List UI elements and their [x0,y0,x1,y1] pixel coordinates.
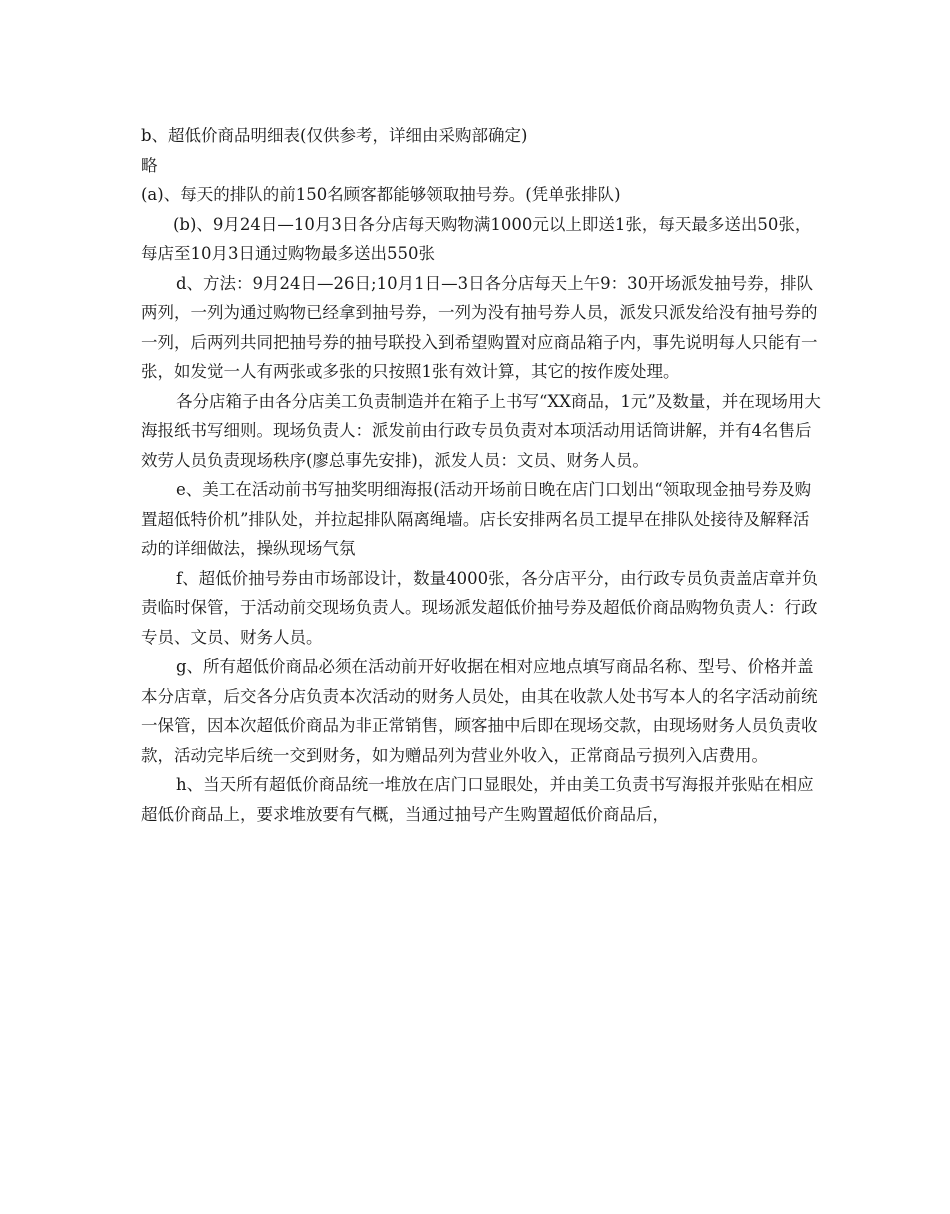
paragraph-b: (b)、9月24日—10月3日各分店每天购物满1000元以上即送1张，每天最多送出50张，每店至10月3日通过购物最多送出550张 [141,214,812,263]
paragraph-omitted: 略 [141,155,158,175]
paragraph-d: d、方法：9月24日—26日;10月1日—3日各分店每天上午9：30开场派发抽号券，排队两列，一列为通过购物已经拿到抽号券，一列为没有抽号券人员，派发只派发给没有抽号券的一列，后两列共同把抽号券的抽号联投入到希望购置对应商品箱子内，事先说明每人只能有一张，如发觉一人有两张或多张的只按照1张有效计算，其它的按作废处理。 [141,273,818,381]
paragraph-h: h、当天所有超低价商品统一堆放在店门口显眼处，并由美工负责书写海报并张贴在相应超低价商品上，要求堆放要有气概，当通过抽号产生购置超低价商品后， [141,775,814,824]
paragraph-b-title: b、超低价商品明细表(仅供参考，详细由采购部确定) [141,126,528,145]
paragraph-e: e、美工在活动前书写抽奖明细海报(活动开场前日晚在店门口划出“领取现金抽号券及购置超低特价机”排队处，并拉起排队隔离绳墙。店长安排两名员工提早在排队处接待及解释活动的详细做法，操纵现场气氛 [141,480,812,558]
paragraph-boxes: 各分店箱子由各分店美工负责制造并在箱子上书写“XX商品，1元”及数量，并在现场用大海报纸书写细则。现场负责人：派发前由行政专员负责对本项活动用话筒讲解，并有4名售后效劳人员负责现场秩序(廖总事先安排)，派发人员：文员、财务人员。 [141,391,821,470]
paragraph-g: g、所有超低价商品必须在活动前开好收据在相对应地点填写商品名称、型号、价格并盖本分店章，后交各分店负责本次活动的财务人员处，由其在收款人处书写本人的名字活动前统一保管，因本次超低价商品为非正常销售，顾客抽中后即在现场交款，由现场财务人员负责收款，活动完毕后统一交到财务，如为赠品列为营业外收入，正常商品亏损列入店费用。 [141,657,818,765]
document-body [141,121,825,829]
paragraph-f: f、超低价抽号券由市场部设计，数量4000张，各分店平分，由行政专员负责盖店章并负责临时保管，于活动前交现场负责人。现场派发超低价抽号券及超低价商品购物负责人：行政专员、文员、财务人员。 [141,568,819,647]
paragraph-a: (a)、每天的排队的前150名顾客都能够领取抽号券。(凭单张排队) [141,185,621,204]
